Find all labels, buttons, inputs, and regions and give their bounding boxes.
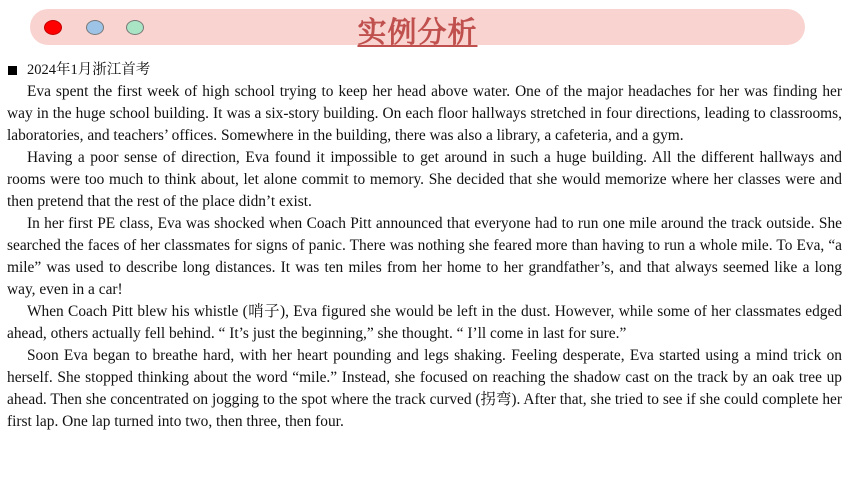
passage: [7, 59, 842, 433]
source-label: 2024年1月浙江首考: [27, 62, 151, 78]
paragraph-1: Eva spent the first week of high school trying to keep her head above water. One of the major headaches for her was finding her way in the huge school building. It was a six-story building. On each floor hallways stretched in four directions, leading to classrooms, laboratories, and teachers’ offices. Somewhere in the building, there was also a library, a cafeteria, and a gym.: [7, 83, 842, 144]
page-title: 实例分析: [357, 15, 478, 49]
paragraph-3: In her first PE class, Eva was shocked when Coach Pitt announced that everyone had to run one mile around the track outside. She searched the faces of her classmates for signs of panic. There was nothing she feared more than having to run a whole mile. To Eva, “a mile” was used to describe long distances. It was ten miles from her home to her grandfather’s, and that always seemed like a long way, even in a car!: [7, 215, 842, 298]
source-line: [7, 59, 842, 81]
paragraph-2: Having a poor sense of direction, Eva found it impossible to get around in such a huge building. All the different hallways and rooms were too much to think about, let alone commit to memory. She decided that she would memorize where her classes were and then pretend that the rest of the place didn’t exist.: [7, 149, 842, 210]
paragraph-5: Soon Eva began to breathe hard, with her heart pounding and legs shaking. Feeling desperate, Eva started using a mind trick on herself. She stopped thinking about the word “mile.” Instead, she focused on reaching the shadow cast on the track by an oak tree up ahead. Then she concentrated on jogging to the spot where the track curved (拐弯). After that, she tried to see if she could complete her first lap. One lap turned into two, then three, then four.: [7, 347, 842, 430]
paragraph-4: When Coach Pitt blew his whistle (哨子), Eva figured she would be left in the dust. However, while some of her classmates edged ahead, others actually fell behind. “ It’s just the beginning,” she thought. “ I’ll come in last for sure.”: [7, 303, 842, 342]
square-bullet-icon: [8, 66, 17, 75]
title-bar: [30, 9, 805, 49]
